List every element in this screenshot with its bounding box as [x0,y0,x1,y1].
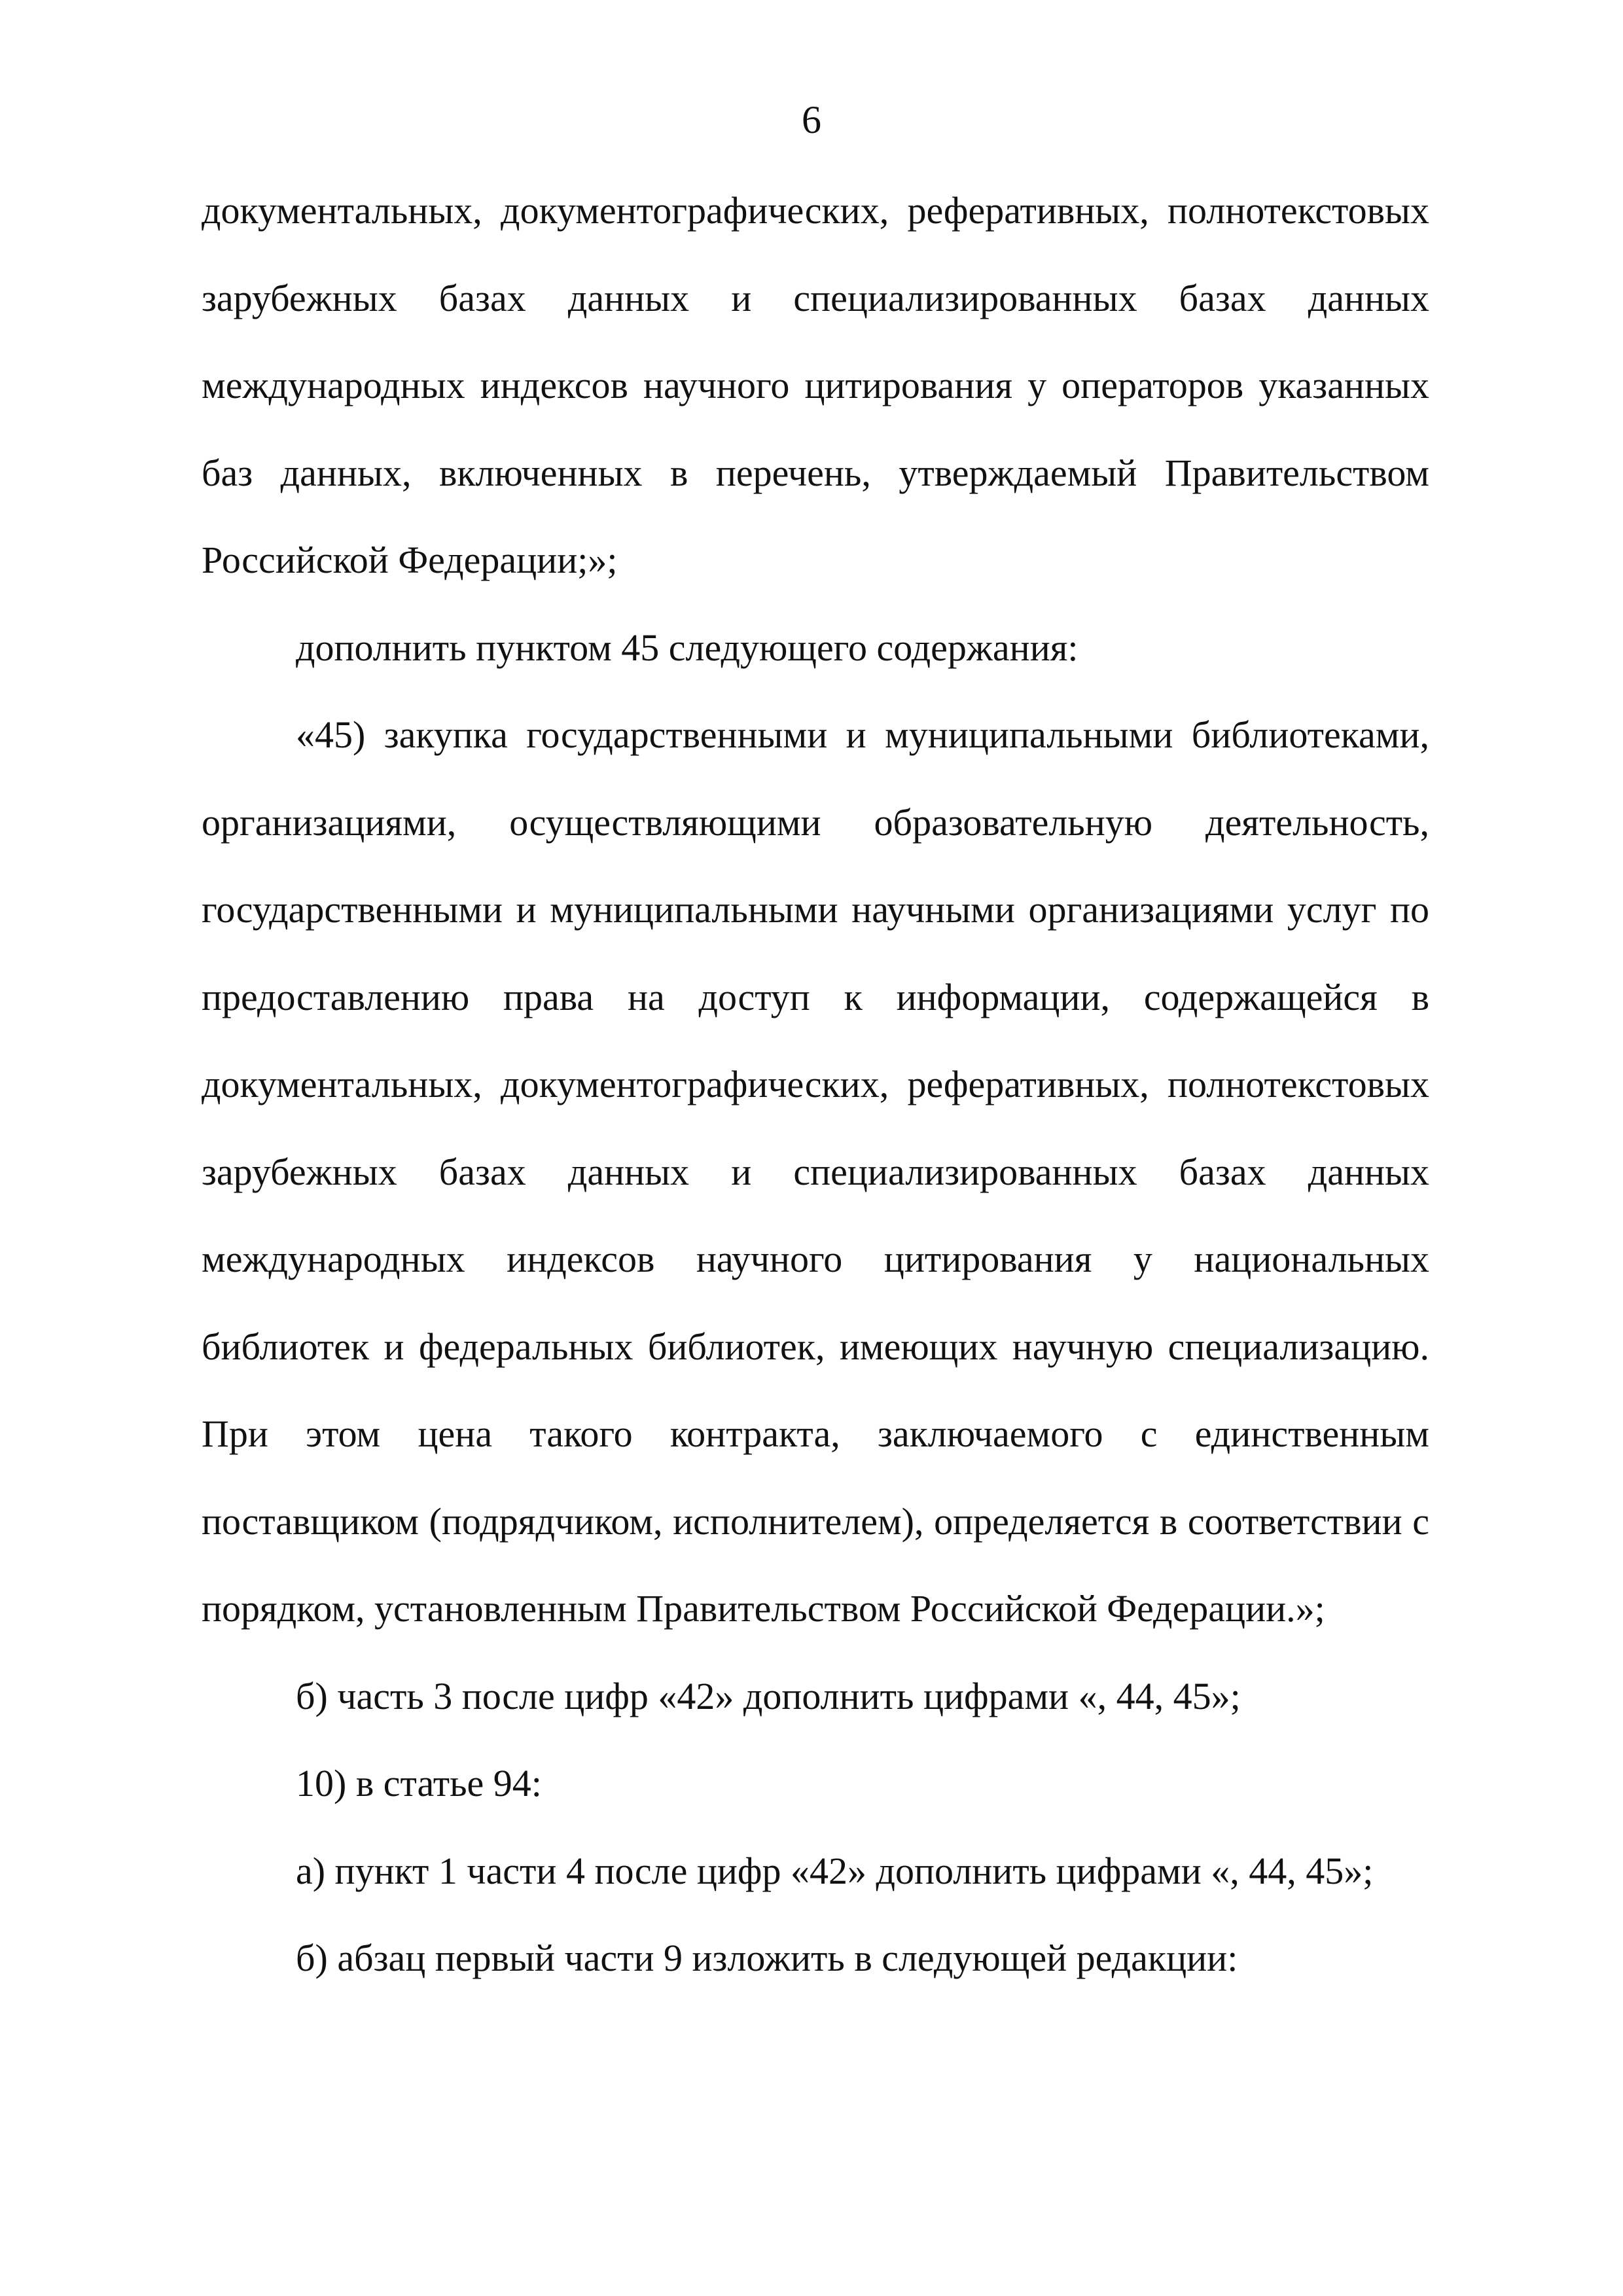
paragraph-start-line: 10) в статье 94: [296,1762,542,1804]
text-line: зарубежных базах данных и специализированных базах данных [202,276,1429,319]
text-line: зарубежных базах данных и специализированных базах данных [202,1150,1429,1193]
text-line: баз данных, включенных в перечень, утверждаемый Правительством [202,451,1429,494]
paragraph-start-line: дополнить пунктом 45 следующего содержания: [296,626,1079,669]
text-line: государственными и муниципальными научными организациями услуг по [202,888,1429,931]
paragraph-start-line: б) часть 3 после цифр «42» дополнить цифрами «, 44, 45»; [296,1674,1241,1717]
paragraph-start-line: «45) закупка государственными и муниципальными библиотеками, [296,713,1429,756]
text-line: порядком, установленным Правительством Российской Федерации.»; [202,1587,1325,1630]
text-line: документальных, документографических, реферативных, полнотекстовых [202,189,1429,232]
text-line: предоставлению права на доступ к информации, содержащейся в [202,975,1429,1018]
paragraph-start-line: а) пункт 1 части 4 после цифр «42» дополнить цифрами «, 44, 45»; [296,1849,1374,1892]
page-number: 6 [802,98,821,141]
text-line: При этом цена такого контракта, заключаемого с единственным [202,1412,1429,1455]
text-line: поставщиком (подрядчиком, исполнителем), определяется в соответствии с [202,1499,1429,1543]
text-line: международных индексов научного цитирования у национальных [202,1238,1429,1280]
text-line: международных индексов научного цитирования у операторов указанных [202,364,1429,406]
paragraph-start-line: б) абзац первый части 9 изложить в следующей редакции: [296,1937,1238,1979]
text-line: библиотек и федеральных библиотек, имеющих научную специализацию. [202,1325,1429,1368]
text-line: организациями, осуществляющими образовательную деятельность, [202,800,1429,844]
text-line: Российской Федерации;»; [202,539,618,581]
text-line: документальных, документографических, реферативных, полнотекстовых [202,1063,1429,1105]
document-body [202,188,1429,2023]
